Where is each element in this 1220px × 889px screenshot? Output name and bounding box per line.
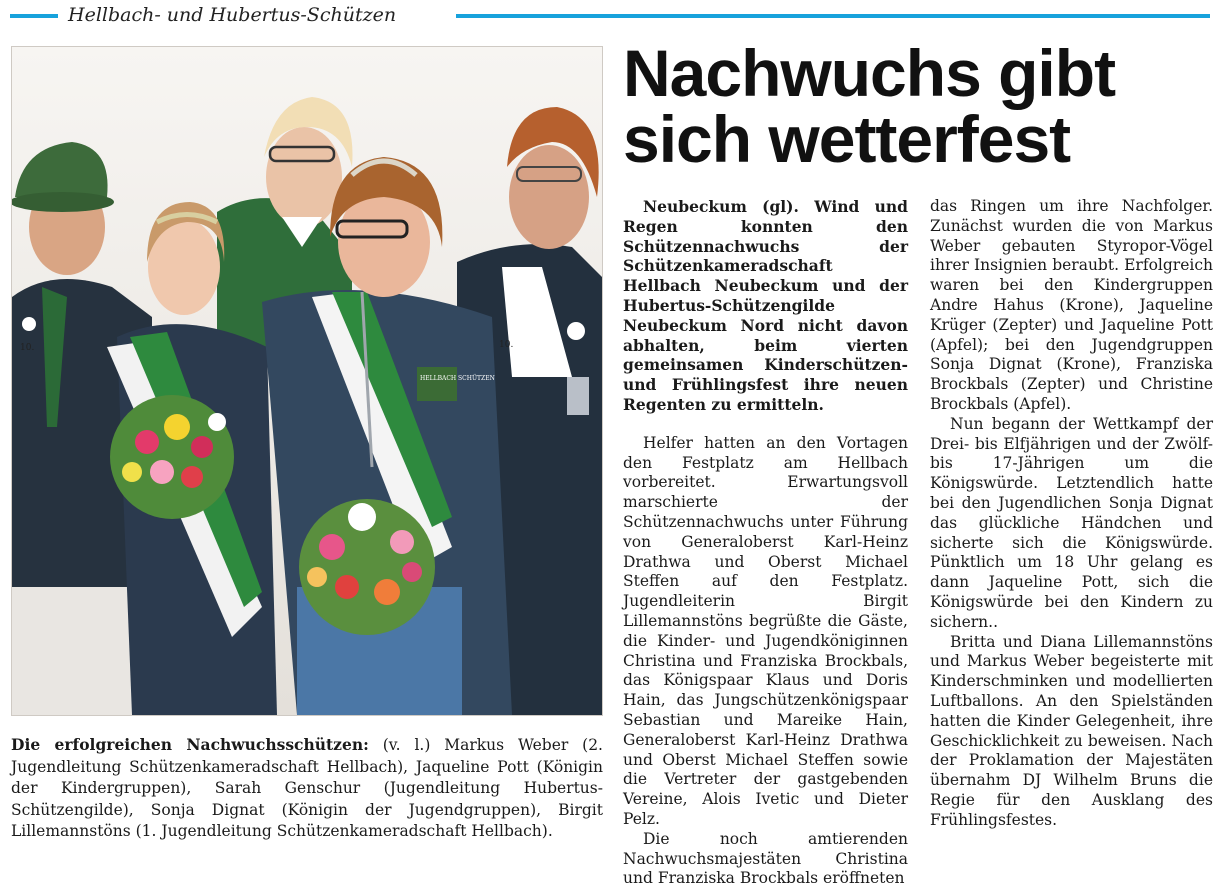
caption-lead: Die erfolgreichen Nachwuchsschützen: xyxy=(11,735,369,754)
paragraph: Britta und Diana Lillemannstöns und Markus Weber begeisterte mit Kinderschminken und modellierten Luftballons. An den Spielständen hatten die Kinder Gelegenheit, ihre Geschicklichkeit zu beweisen. Nach der Proklamation der Majestäten übernahm DJ Wilhelm Bruns die Regie für den Ausklang des Frühlingsfestes. xyxy=(930,632,1213,829)
headline-line-2: sich wetterfest xyxy=(623,102,1071,176)
headline-line-1: Nachwuchs gibt xyxy=(623,36,1116,110)
photo-caption xyxy=(11,734,603,843)
club-patch-label: HELLBACH SCHÜTZEN xyxy=(420,375,495,382)
headline xyxy=(623,36,1213,176)
group-photo xyxy=(11,46,603,716)
kicker-rule-left xyxy=(10,14,58,18)
paragraph: Nun begann der Wettkampf der Drei- bis Elfjährigen und der Zwölf- bis 17-Jährigen um die Königswürde. Letztendlich hatte bei den Jugendlichen Sonja Dignat das glückliche Händchen und sicherte sich die Königswürde. Pünktlich um 18 Uhr gelang es dann Jaqueline Pott, sich die Königswürde bei den Kindern zu sichern.. xyxy=(930,414,1213,631)
article-intro: Neubeckum (gl). Wind und Regen konnten den Schützennachwuchs der Schützenkameradschaft Hellbach Neubeckum und der Hubertus-Schützengilde Neubeckum Nord nicht davon abhalten, beim vierten gemeinsamen Kinderschützen- und Frühlingsfest ihre neuen Regenten zu ermitteln. xyxy=(623,197,908,414)
pin-label-1: 10. xyxy=(20,343,35,353)
article-column-2 xyxy=(930,197,1213,831)
paragraph: das Ringen um ihre Nachfolger. Zunächst wurden die von Markus Weber gebauten Styropor-Vögel ihrer Insignien beraubt. Erfolgreich waren bei den Kindergruppen Andre Hahus (Krone), Jaqueline Krüger (Zepter) und Jaqueline Pott (Apfel); bei den Jugendgruppen Sonja Dignat (Krone), Franziska Brockbals (Zepter) und Christine Brockbals (Apfel). xyxy=(930,197,1213,413)
pin-label-3: 10. xyxy=(499,340,514,350)
kicker-rule-right xyxy=(456,14,1210,18)
paragraph: Helfer hatten an den Vortagen den Festplatz am Hellbach vorbereitet. Erwartungsvoll marschierte der Schützennachwuchs unter Führung von Generaloberst Karl-Heinz Drathwa und Oberst Michael Steffen auf den Festplatz. Jugendleiterin Birgit Lillemannstöns begrüßte die Gäste, die Kinder- und Jugendköniginnen Christina und Franziska Brockbals, das Königspaar Klaus und Doris Hain, das Jungschützenkönigspaar Sebastian und Mareike Hain, Generaloberst Karl-Heinz Drathwa und Oberst Michael Steffen sowie die Vertreter der gastgebenden Vereine, Alois Ivetic und Dieter Pelz. xyxy=(623,433,908,828)
section-kicker: Hellbach- und Hubertus-Schützen xyxy=(68,4,397,26)
article-column-1 xyxy=(623,197,908,889)
caption-text: (v. l.) Markus Weber (2. Jugendleitung Schützenkameradschaft Hellbach), Jaqueline Pott (Königin der Kindergruppen), Sarah Genschur (Jugendleitung Hubertus-Schützengilde), Sonja Dignat (Königin der Jugendgruppen), Birgit Lillemannstöns (1. Jugendleitung Schützenkameradschaft Hellbach). xyxy=(11,736,603,840)
paragraph: Die noch amtierenden Nachwuchsmajestäten Christina und Franziska Brockbals eröffneten xyxy=(623,829,908,888)
